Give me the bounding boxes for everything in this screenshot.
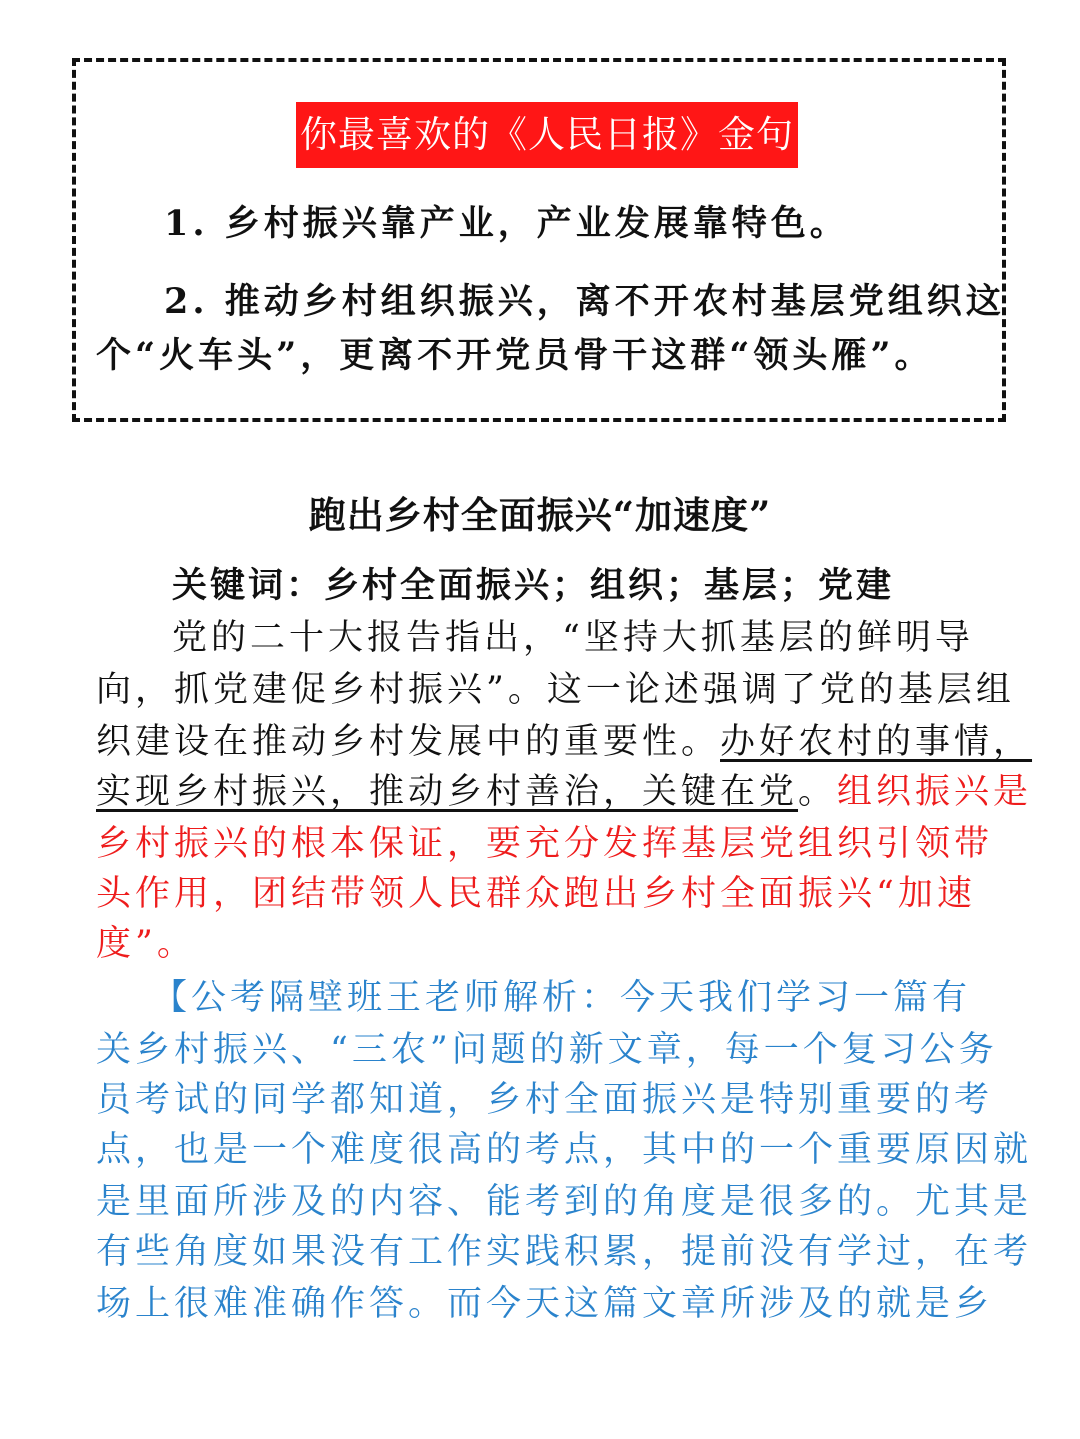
article-title: 跑出乡村全面振兴“加速度” [308, 493, 772, 537]
paragraph-line: 党的二十大报告指出，“坚持大抓基层的鲜明导 [172, 618, 974, 658]
keywords: 关键词：乡村全面振兴；组织；基层；党建 [172, 565, 895, 606]
analysis-line: 关乡村振兴、“三农”问题的新文章，每一个复习公务 [96, 1030, 998, 1070]
red-emphasis-line: 度”。 [96, 924, 196, 964]
paragraph-line [96, 716, 1033, 768]
paragraph-line [96, 766, 1033, 818]
quote-item-2-line-2: 个“火车头”，更离不开党员骨干这群“领头雁”。 [96, 335, 934, 376]
red-emphasis-line: 乡村振兴的根本保证，要充分发挥基层党组织引领带 [96, 824, 994, 864]
quote-item-2-line-1: 2. 推动乡村组织振兴，离不开农村基层党组织这 [164, 281, 1005, 322]
red-emphasis-line: 头作用，团结带领人民群众跑出乡村全面振兴“加速 [96, 874, 976, 914]
paragraph-text: 。 [798, 772, 838, 812]
quote-box-title: 你最喜欢的《人民日报》金句 [296, 102, 798, 168]
analysis-line: 是里面所涉及的内容、能考到的角度是很多的。尤其是 [96, 1182, 1033, 1222]
quote-item-1: 1. 乡村振兴靠产业，产业发展靠特色。 [164, 203, 849, 244]
analysis-line: 场上很难准确作答。而今天这篇文章所涉及的就是乡 [96, 1284, 994, 1324]
analysis-line: 【公考隔壁班王老师解析：今天我们学习一篇有 [152, 978, 972, 1018]
analysis-line: 点，也是一个难度很高的考点，其中的一个重要原因就 [96, 1130, 1033, 1170]
analysis-line: 有些角度如果没有工作实践积累，提前没有学过，在考 [96, 1232, 1033, 1272]
underlined-emphasis: 实现乡村振兴，推动乡村善治，关键在党 [96, 772, 799, 812]
paragraph-line: 向，抓党建促乡村振兴”。这一论述强调了党的基层组 [96, 670, 1015, 710]
paragraph-text: 织建设在推动乡村发展中的重要性。 [96, 722, 721, 762]
underlined-emphasis: 办好农村的事情， [720, 722, 1033, 762]
red-emphasis: 组织振兴是 [837, 772, 1033, 812]
analysis-line: 员考试的同学都知道，乡村全面振兴是特别重要的考 [96, 1080, 994, 1120]
